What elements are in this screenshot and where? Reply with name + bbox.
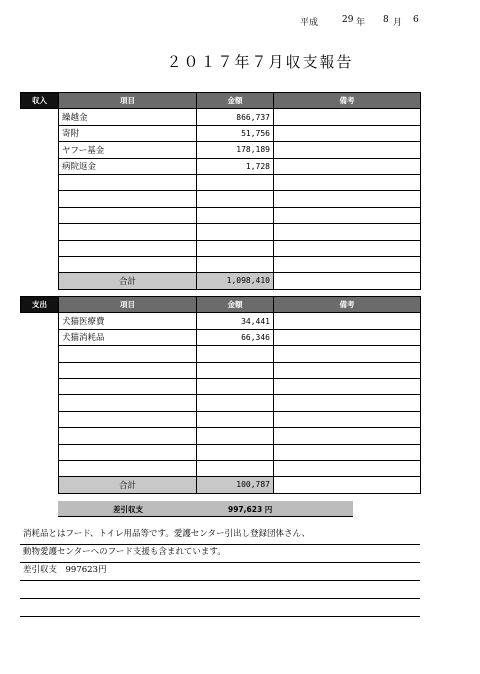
row-amount bbox=[197, 256, 274, 272]
row-amount bbox=[197, 224, 274, 240]
row-note bbox=[274, 329, 421, 345]
expense-total-amount: 100,787 bbox=[197, 477, 274, 493]
row-item bbox=[59, 346, 197, 362]
table-row bbox=[21, 158, 421, 174]
row-item: ヤフー基金 bbox=[59, 142, 197, 158]
income-col-note: 備考 bbox=[274, 93, 421, 109]
table-row bbox=[21, 125, 421, 141]
note-line bbox=[20, 581, 420, 599]
row-note bbox=[274, 109, 421, 125]
row-item bbox=[59, 395, 197, 411]
table-row bbox=[21, 224, 421, 240]
table-row bbox=[21, 240, 421, 256]
row-amount: 34,441 bbox=[197, 313, 274, 329]
row-amount: 866,737 bbox=[197, 109, 274, 125]
row-amount bbox=[197, 362, 274, 378]
table-row bbox=[21, 378, 421, 394]
table-row bbox=[21, 329, 421, 345]
expense-total-row bbox=[21, 477, 421, 493]
row-amount bbox=[197, 240, 274, 256]
income-total-amount: 1,098,410 bbox=[197, 273, 274, 289]
row-note bbox=[274, 444, 421, 460]
balance-amount: 997,623 円 bbox=[228, 505, 273, 514]
row-amount bbox=[197, 191, 274, 207]
row-note bbox=[274, 378, 421, 394]
row-item bbox=[59, 256, 197, 272]
row-item bbox=[59, 191, 197, 207]
table-row bbox=[21, 207, 421, 223]
table-row bbox=[21, 256, 421, 272]
expense-col-note: 備考 bbox=[274, 297, 421, 313]
row-item bbox=[59, 444, 197, 460]
date-day: 6 bbox=[413, 15, 419, 25]
row-amount bbox=[197, 346, 274, 362]
row-item bbox=[59, 411, 197, 427]
row-note bbox=[274, 313, 421, 329]
row-item bbox=[59, 224, 197, 240]
row-amount bbox=[197, 378, 274, 394]
row-note bbox=[274, 191, 421, 207]
row-note bbox=[274, 224, 421, 240]
row-amount bbox=[197, 174, 274, 190]
income-section-label: 収入 bbox=[21, 93, 59, 109]
row-amount: 1,728 bbox=[197, 158, 274, 174]
row-item: 繰越金 bbox=[59, 109, 197, 125]
date-month: 8 bbox=[383, 15, 389, 25]
row-note bbox=[274, 428, 421, 444]
row-note bbox=[274, 395, 421, 411]
row-item bbox=[59, 378, 197, 394]
table-row bbox=[21, 142, 421, 158]
income-total-label: 合計 bbox=[59, 273, 197, 289]
row-amount: 178,189 bbox=[197, 142, 274, 158]
row-item bbox=[59, 240, 197, 256]
table-row bbox=[21, 191, 421, 207]
note-line: 消耗品とはフード、トイレ用品等です。愛護センター引出し登録団体さん、 bbox=[20, 527, 420, 545]
table-row bbox=[21, 109, 421, 125]
row-item bbox=[59, 428, 197, 444]
row-item: 犬猫消耗品 bbox=[59, 329, 197, 345]
table-row bbox=[21, 313, 421, 329]
date-month-unit: 月 bbox=[393, 18, 403, 28]
table-row bbox=[21, 460, 421, 476]
income-col-item: 項目 bbox=[59, 93, 197, 109]
row-note bbox=[274, 411, 421, 427]
table-row bbox=[21, 395, 421, 411]
expense-col-amount: 金額 bbox=[197, 297, 274, 313]
note-line: 動物愛護センターへのフード支援も含まれています。 bbox=[20, 545, 420, 563]
row-amount bbox=[197, 207, 274, 223]
row-note bbox=[274, 460, 421, 476]
row-amount: 66,346 bbox=[197, 329, 274, 345]
expense-table bbox=[20, 296, 421, 494]
expense-col-item: 項目 bbox=[59, 297, 197, 313]
expense-section-label: 支出 bbox=[21, 297, 59, 313]
balance-bar bbox=[58, 501, 353, 517]
row-note bbox=[274, 142, 421, 158]
table-row bbox=[21, 362, 421, 378]
income-table bbox=[20, 92, 421, 290]
expense-total-label: 合計 bbox=[59, 477, 197, 493]
income-col-amount: 金額 bbox=[197, 93, 274, 109]
row-note bbox=[274, 256, 421, 272]
row-amount bbox=[197, 444, 274, 460]
balance-label: 差引収支 bbox=[113, 505, 143, 514]
table-row bbox=[21, 174, 421, 190]
note-line: 差引収支 997623円 bbox=[20, 563, 420, 581]
row-note bbox=[274, 240, 421, 256]
row-item: 犬猫医療費 bbox=[59, 313, 197, 329]
table-row bbox=[21, 444, 421, 460]
row-note bbox=[274, 174, 421, 190]
row-item bbox=[59, 174, 197, 190]
page-title: ２０１７年７月収支報告 bbox=[166, 53, 354, 71]
row-amount bbox=[197, 460, 274, 476]
row-item: 病院返金 bbox=[59, 158, 197, 174]
row-item: 寄附 bbox=[59, 125, 197, 141]
note-line bbox=[20, 599, 420, 617]
row-note bbox=[274, 158, 421, 174]
row-amount bbox=[197, 428, 274, 444]
income-total-row bbox=[21, 273, 421, 289]
row-amount: 51,756 bbox=[197, 125, 274, 141]
row-note bbox=[274, 125, 421, 141]
notes-section bbox=[20, 527, 420, 617]
date-year-unit: 年 bbox=[356, 18, 366, 28]
table-row bbox=[21, 428, 421, 444]
row-item bbox=[59, 207, 197, 223]
row-item bbox=[59, 460, 197, 476]
row-item bbox=[59, 362, 197, 378]
row-amount bbox=[197, 411, 274, 427]
row-amount bbox=[197, 395, 274, 411]
row-note bbox=[274, 346, 421, 362]
row-note bbox=[274, 362, 421, 378]
date-year: 29 bbox=[342, 15, 354, 25]
table-row bbox=[21, 346, 421, 362]
row-note bbox=[274, 207, 421, 223]
table-row bbox=[21, 411, 421, 427]
date-era: 平成 bbox=[300, 18, 319, 28]
